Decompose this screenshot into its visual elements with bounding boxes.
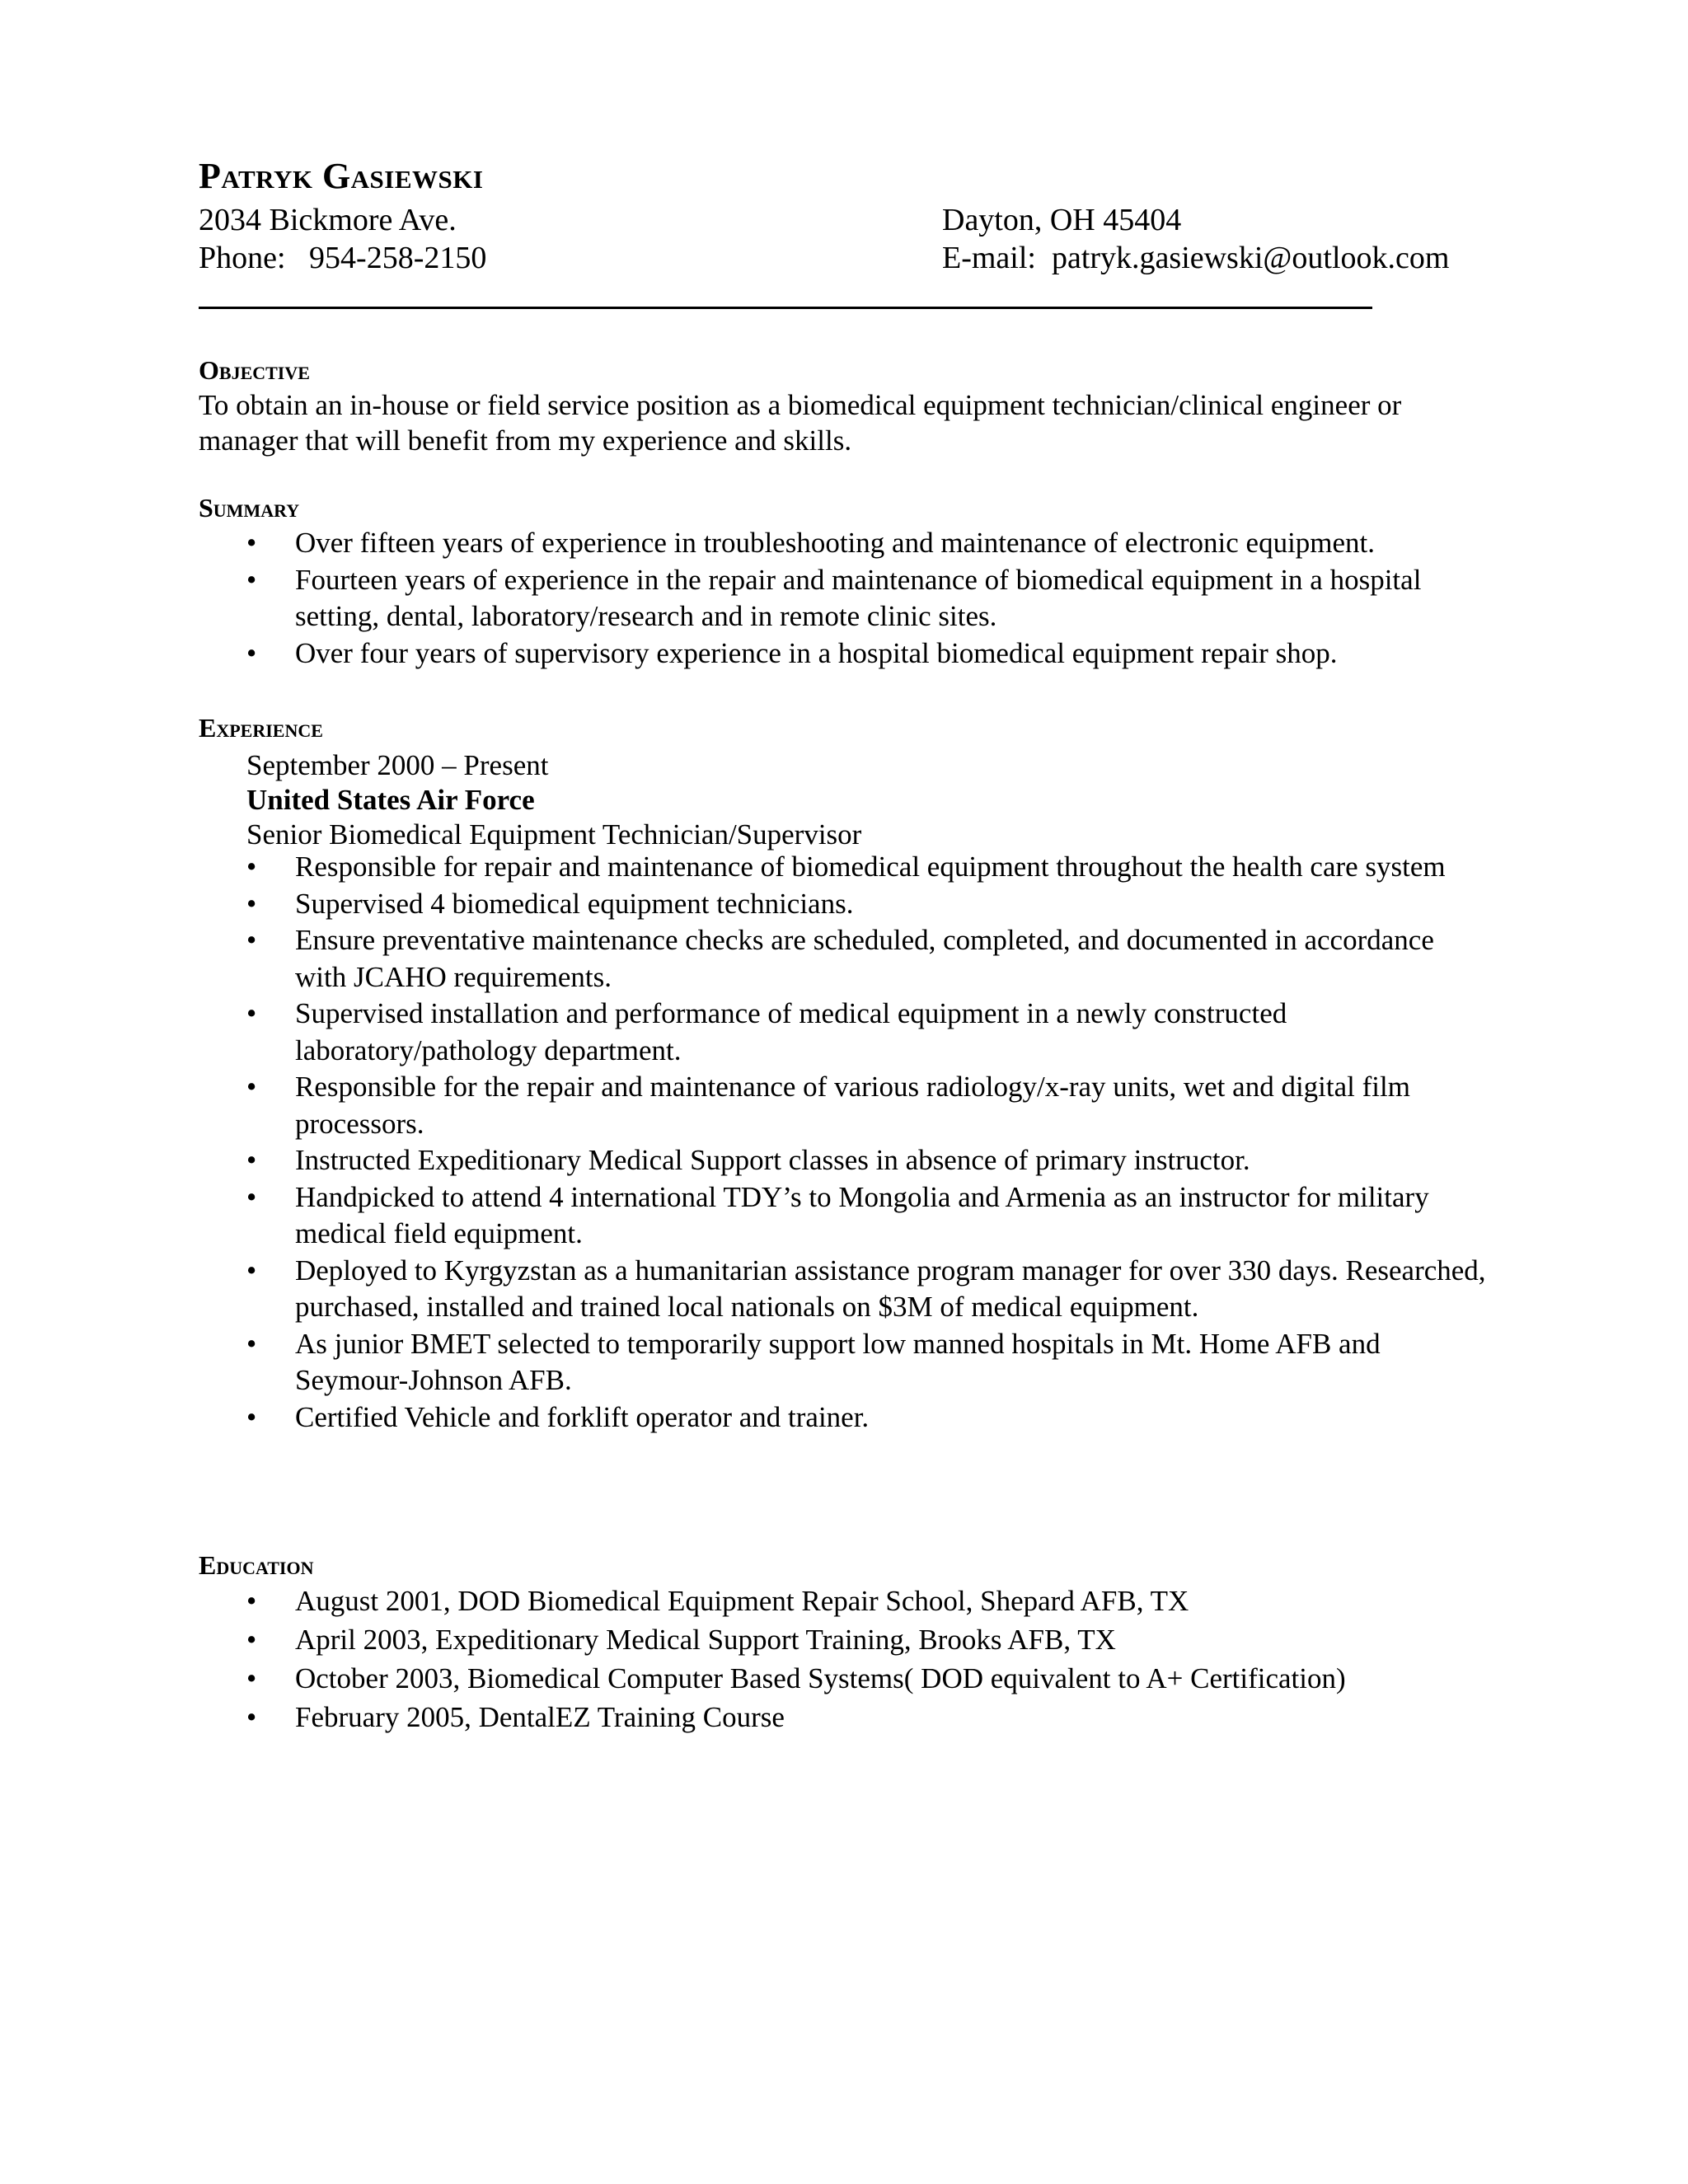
list-item-text: Deployed to Kyrgyzstan as a humanitarian assistance program manager for over 330 days. Researched, purchased, installed and trained local nationals on $3M of medical equipment. bbox=[295, 1254, 1486, 1323]
bullet-icon: • bbox=[246, 1327, 257, 1360]
bullet-icon: • bbox=[246, 924, 257, 956]
bullet-icon: • bbox=[246, 1701, 257, 1733]
email-address: E-mail: patryk.gasiewski@outlook.com bbox=[942, 241, 1450, 275]
experience-heading: Experience bbox=[199, 713, 323, 743]
bullet-icon: • bbox=[246, 1180, 257, 1213]
list-item bbox=[0, 1253, 1688, 1326]
bullet-icon: • bbox=[246, 1585, 257, 1617]
list-item bbox=[0, 1179, 1688, 1253]
objective-text: To obtain an in-house or field service position as a biomedical equipment technician/clinical engineer or manager that will benefit from my experience and skills. bbox=[199, 389, 1402, 457]
experience-list bbox=[0, 849, 1688, 1436]
list-item bbox=[0, 1069, 1688, 1142]
bullet-icon: • bbox=[246, 851, 257, 883]
list-item bbox=[0, 635, 1688, 673]
list-item-text: Handpicked to attend 4 international TDY’s to Mongolia and Armenia as an instructor for military medical field equipment. bbox=[295, 1180, 1429, 1249]
header-divider bbox=[199, 307, 1372, 309]
street-address: 2034 Bickmore Ave. bbox=[199, 203, 457, 237]
list-item bbox=[0, 1582, 1688, 1620]
bullet-icon: • bbox=[246, 887, 257, 920]
experience-job-title: Senior Biomedical Equipment Technician/Supervisor bbox=[246, 818, 862, 851]
objective-heading: Objective bbox=[199, 355, 310, 385]
list-item-text: April 2003, Expeditionary Medical Support Training, Brooks AFB, TX bbox=[295, 1624, 1116, 1656]
bullet-icon: • bbox=[246, 1144, 257, 1176]
list-item bbox=[0, 1326, 1688, 1399]
list-item-text: Responsible for repair and maintenance of biomedical equipment throughout the health care system bbox=[295, 851, 1446, 883]
list-item bbox=[0, 922, 1688, 996]
list-item-text: Supervised installation and performance of medical equipment in a newly constructed laboratory/pathology department. bbox=[295, 997, 1287, 1066]
list-item-text: Certified Vehicle and forklift operator and trainer. bbox=[295, 1400, 870, 1433]
bullet-icon: • bbox=[246, 527, 257, 559]
bullet-icon: • bbox=[246, 1400, 257, 1433]
city-state-zip: Dayton, OH 45404 bbox=[942, 203, 1182, 237]
list-item-text: Supervised 4 biomedical equipment technicians. bbox=[295, 887, 854, 920]
list-item-text: Instructed Expeditionary Medical Support classes in absence of primary instructor. bbox=[295, 1144, 1250, 1176]
list-item bbox=[0, 886, 1688, 923]
resume-name: Patryk Gasiewski bbox=[199, 156, 484, 196]
list-item-text: Over four years of supervisory experience in a hospital biomedical equipment repair shop. bbox=[295, 636, 1338, 669]
list-item-text: As junior BMET selected to temporarily support low manned hospitals in Mt. Home AFB and Seymour-Johnson AFB. bbox=[295, 1327, 1381, 1396]
experience-employer: United States Air Force bbox=[246, 784, 535, 816]
summary-heading: Summary bbox=[199, 493, 300, 523]
bullet-icon: • bbox=[246, 997, 257, 1029]
phone-number: Phone: 954-258-2150 bbox=[199, 241, 487, 275]
experience-date-range: September 2000 – Present bbox=[246, 749, 549, 781]
list-item-text: Ensure preventative maintenance checks are scheduled, completed, and documented in accordance with JCAHO requirements. bbox=[295, 924, 1434, 993]
list-item-text: August 2001, DOD Biomedical Equipment Repair School, Shepard AFB, TX bbox=[295, 1585, 1189, 1617]
list-item bbox=[0, 1659, 1688, 1698]
list-item bbox=[0, 849, 1688, 886]
list-item bbox=[0, 562, 1688, 635]
bullet-icon: • bbox=[246, 1662, 257, 1694]
bullet-icon: • bbox=[246, 1624, 257, 1656]
list-item bbox=[0, 1399, 1688, 1436]
list-item-text: October 2003, Biomedical Computer Based Systems( DOD equivalent to A+ Certification) bbox=[295, 1662, 1346, 1694]
bullet-icon: • bbox=[246, 1071, 257, 1103]
list-item bbox=[0, 1620, 1688, 1659]
list-item-text: Fourteen years of experience in the repair and maintenance of biomedical equipment in a hospital setting, dental, laboratory/research and in remote clinic sites. bbox=[295, 563, 1422, 632]
education-list bbox=[0, 1582, 1688, 1736]
list-item-text: February 2005, DentalEZ Training Course bbox=[295, 1701, 785, 1733]
list-item-text: Responsible for the repair and maintenance of various radiology/x-ray units, wet and digital film processors. bbox=[295, 1071, 1410, 1140]
list-item-text: Over fifteen years of experience in troubleshooting and maintenance of electronic equipment. bbox=[295, 527, 1376, 559]
education-heading: Education bbox=[199, 1550, 314, 1580]
list-item bbox=[0, 525, 1688, 562]
list-item bbox=[0, 1142, 1688, 1179]
bullet-icon: • bbox=[246, 636, 257, 669]
list-item bbox=[0, 1698, 1688, 1736]
bullet-icon: • bbox=[246, 1254, 257, 1286]
bullet-icon: • bbox=[246, 563, 257, 596]
summary-list bbox=[0, 525, 1688, 672]
list-item bbox=[0, 996, 1688, 1069]
